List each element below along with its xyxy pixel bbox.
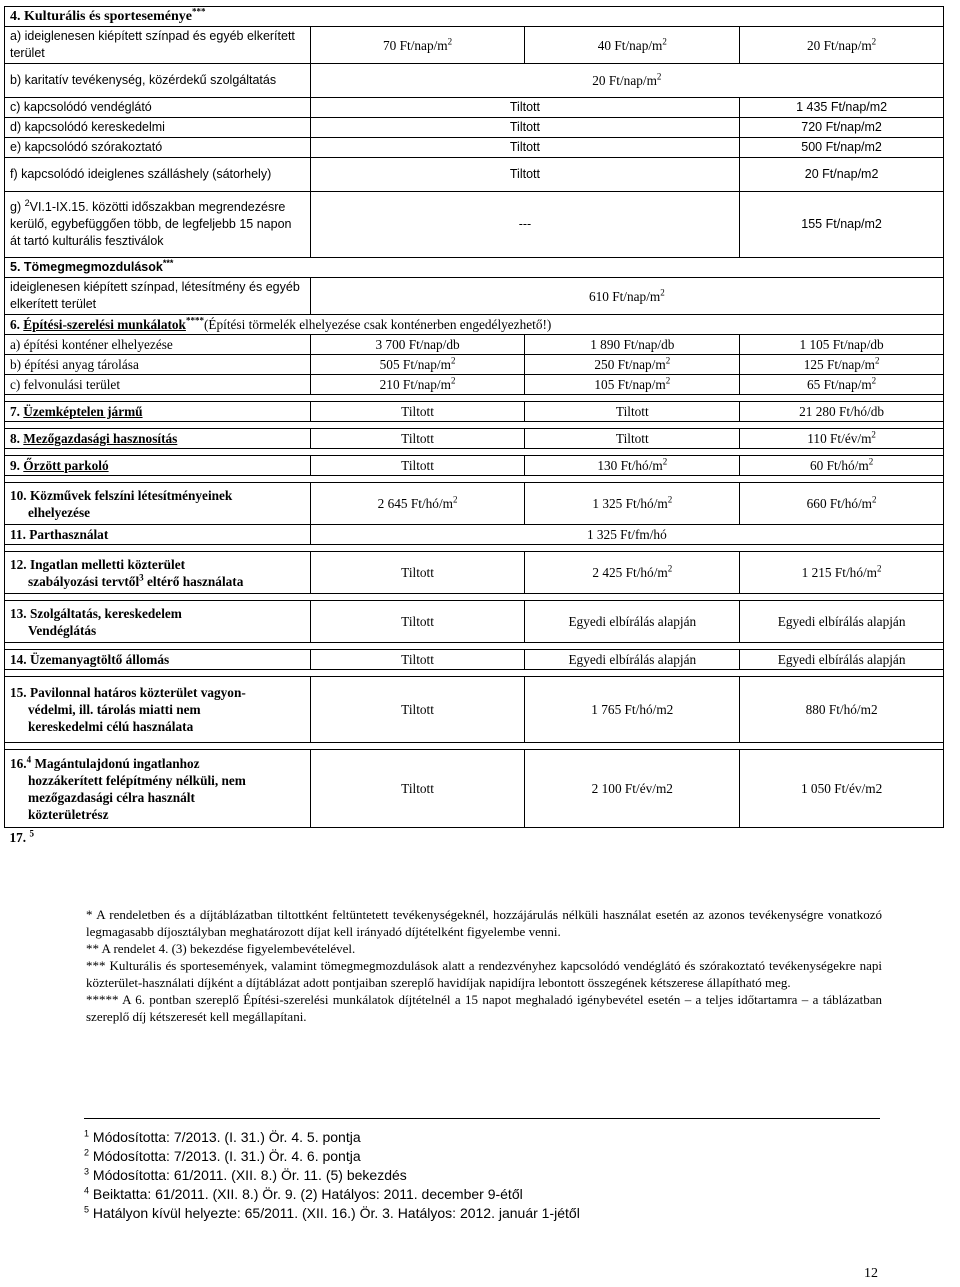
fee-cell: 65 $Ft/nap/m^2$ [740, 375, 944, 395]
footnote-separator [84, 1118, 880, 1119]
fee-cell: 2 645 $Ft/hó/m^2$ [310, 483, 525, 525]
table-row [5, 64, 944, 98]
fee-cell: 505 $Ft/nap/m^2$ [310, 355, 525, 375]
fee-cell: 1 325 $Ft/hó/m^2$ [525, 483, 740, 525]
fee-cell: Egyedi elbírálás alapján [525, 650, 740, 670]
note-paragraph: ***** A 6. pontban szereplő Építési-szerelési munkálatok díjtételnél a 15 napot meghaladó igénybevétel esetén – a teljes időtartamra – a táblázatban szereplő díj kétszeresét kell megállapítani. [86, 992, 882, 1024]
fee-cell: Tiltott [310, 429, 525, 449]
row-label: 9. Őrzött parkoló [5, 456, 311, 476]
row-label: 11. Parthasználat [5, 525, 311, 545]
footnote: $^1$ Módosította: 7/2013. (I. 31.) Ör. 4. 5. pontja [84, 1128, 361, 1145]
fee-cell: Tiltott [310, 158, 740, 192]
fee-cell: Tiltott [310, 98, 740, 118]
fee-cell: 155 Ft/nap/m2 [740, 192, 944, 258]
fee-cell: Tiltott [310, 650, 525, 670]
fee-cell: 60 $Ft/hó/m^2$ [740, 456, 944, 476]
spacer-row [5, 422, 944, 429]
row-label: b) építési anyag tárolása [5, 355, 311, 375]
spacer-row [5, 643, 944, 650]
row-label: 7. Üzemképtelen jármű [5, 402, 311, 422]
section-5-title: 5. Tömegmegmozdulások*** [5, 258, 944, 278]
section-4-header-row [5, 7, 944, 27]
fee-cell: Egyedi elbírálás alapján [525, 601, 740, 643]
fee-cell: 210 $Ft/nap/m^2$ [310, 375, 525, 395]
row-label: b) karitatív tevékenység, közérdekű szolgáltatás [5, 64, 311, 98]
fee-cell: Tiltott [310, 402, 525, 422]
spacer-row [5, 594, 944, 601]
fee-cell: 105 $Ft/nap/m^2$ [525, 375, 740, 395]
fee-cell: Egyedi elbírálás alapján [740, 650, 944, 670]
fee-cell: 2 425 $Ft/hó/m^2$ [525, 552, 740, 594]
fee-cell: 20 Ft/nap/m2 [740, 158, 944, 192]
fee-cell: 40 $Ft/nap/m^2$ [525, 27, 740, 64]
footnote: $^2$ Módosította: 7/2013. (I. 31.) Ör. 4. 6. pontja [84, 1147, 361, 1164]
table-row [5, 552, 944, 594]
table-row [5, 402, 944, 422]
fee-cell: Tiltott [310, 750, 525, 828]
row-label: 12. Ingatlan melletti közterület szabályozási tervtől$^3$ eltérő használata [5, 552, 311, 594]
fee-cell: 1 435 Ft/nap/m2 [740, 98, 944, 118]
fee-cell: 130 $Ft/hó/m^2$ [525, 456, 740, 476]
table-row [5, 429, 944, 449]
note-paragraph: ** A rendelet 4. (3) bekezdése figyelembevételével. [86, 941, 356, 956]
row-label: ideiglenesen kiépített színpad, létesítmény és egyéb elkerített terület [5, 278, 311, 315]
row-label: 16.$^4$ Magántulajdonú ingatlanhoz hozzákerített felépítmény nélküli, nem mezőgazdasági célra használt közterületrész [5, 750, 311, 828]
table-row [5, 650, 944, 670]
footnote: $^5$ Hatályon kívül helyezte: 65/2011. (XII. 16.) Ör. 3. Hatályos: 2012. január 1-jétől [84, 1204, 580, 1221]
spacer-row [5, 545, 944, 552]
table-row [5, 192, 944, 258]
fee-cell: Egyedi elbírálás alapján [740, 601, 944, 643]
table-row [5, 138, 944, 158]
fee-cell: 3 700 Ft/nap/db [310, 335, 525, 355]
table-row [5, 750, 944, 828]
row-label: e) kapcsolódó szórakoztató [5, 138, 311, 158]
fee-cell: 720 Ft/nap/m2 [740, 118, 944, 138]
footnote: $^4$ Beiktatta: 61/2011. (XII. 8.) Ör. 9. (2) Hatályos: 2011. december 9-étől [84, 1185, 523, 1202]
row-label: c) kapcsolódó vendéglátó [5, 98, 311, 118]
footnote: $^3$ Módosította: 61/2011. (XII. 8.) Ör. 11. (5) bekezdés [84, 1166, 407, 1183]
row-label: a) építési konténer elhelyezése [5, 335, 311, 355]
table-row [5, 278, 944, 315]
row-label: 13. Szolgáltatás, kereskedelem Vendéglátás [5, 601, 311, 643]
fee-cell: 20 $Ft/nap/m^2$ [310, 64, 943, 98]
fee-table [4, 6, 944, 848]
table-row [5, 456, 944, 476]
table-row [5, 27, 944, 64]
fee-cell: Tiltott [310, 601, 525, 643]
spacer-row [5, 395, 944, 402]
fee-cell: 20 $Ft/nap/m^2$ [740, 27, 944, 64]
row-label: f) kapcsolódó ideiglenes szálláshely (sátorhely) [5, 158, 311, 192]
row-label: 17. $^5$ [9, 828, 34, 846]
table-row [5, 98, 944, 118]
fee-cell: 110 $Ft/év/m^2$ [740, 429, 944, 449]
fee-cell: 125 $Ft/nap/m^2$ [740, 355, 944, 375]
spacer-row [5, 449, 944, 456]
fee-cell: Tiltott [310, 118, 740, 138]
fee-cell: 70 $Ft/nap/m^2$ [310, 27, 525, 64]
table-row [5, 828, 944, 848]
spacer-row [5, 670, 944, 677]
row-label: c) felvonulási terület [5, 375, 311, 395]
fee-cell: 1 215 $Ft/hó/m^2$ [740, 552, 944, 594]
fee-cell: Tiltott [310, 456, 525, 476]
row-label: 10. Közművek felszíni létesítményeinek elhelyezése [5, 483, 311, 525]
section-4-title: 4. Kulturális és sporteseménye*** [5, 7, 944, 27]
fee-cell: 250 $Ft/nap/m^2$ [525, 355, 740, 375]
table-row [5, 483, 944, 525]
spacer-row [5, 476, 944, 483]
row-label: a) ideiglenesen kiépített színpad és egyéb elkerített terület [5, 27, 311, 64]
table-row [5, 335, 944, 355]
fee-cell: 1 105 Ft/nap/db [740, 335, 944, 355]
fee-cell: 500 Ft/nap/m2 [740, 138, 944, 158]
section-5-header-row [5, 258, 944, 278]
fee-cell: --- [310, 192, 740, 258]
fee-cell: 1 050 Ft/év/m2 [740, 750, 944, 828]
footnotes [84, 1128, 880, 1223]
fee-cell: 1 890 Ft/nap/db [525, 335, 740, 355]
table-row [5, 375, 944, 395]
table-row [5, 525, 944, 545]
fee-cell: 21 280 Ft/hó/db [740, 402, 944, 422]
fee-cell: Tiltott [310, 138, 740, 158]
table-row [5, 601, 944, 643]
fee-cell: Tiltott [310, 677, 525, 743]
fee-cell: Tiltott [525, 402, 740, 422]
row-label: 8. Mezőgazdasági hasznosítás [5, 429, 311, 449]
table-row [5, 158, 944, 192]
fee-cell: 610 $Ft/nap/m^2$ [310, 278, 943, 315]
page-number: 12 [864, 1266, 878, 1281]
section-6-header-row [5, 315, 944, 335]
row-label: g) $^2$VI.1-IX.15. közötti időszakban megrendezésre kerülő, egybefüggően több, de legfeljebb 15 napon át tartó kulturális fesztiválok [5, 192, 311, 258]
table-row [5, 355, 944, 375]
row-label: 14. Üzemanyagtöltő állomás [5, 650, 311, 670]
fee-cell: Tiltott [525, 429, 740, 449]
fee-cell: 1 325 Ft/fm/hó [310, 525, 943, 545]
row-label: d) kapcsolódó kereskedelmi [5, 118, 311, 138]
fee-cell: Tiltott [310, 552, 525, 594]
note-paragraph: *** Kulturális és sportesemények, valamint tömegmegmozdulások alatt a rendezvényhez kapcsolódó vendéglátó és szórakoztató tevékenységekre napi közterület-használati díjként a díjtáblázat adott pontjaiban szereplő havidíjak napidíjra lebontott összegének kétszerese állapítható meg. [86, 958, 882, 990]
section-6-title: 6. Építési-szerelési munkálatok****(Építési törmelék elhelyezése csak konténerben engedélyezhető!) [5, 315, 944, 335]
table-row [5, 118, 944, 138]
fee-cell: 1 765 Ft/hó/m2 [525, 677, 740, 743]
row-label: 15. Pavilonnal határos közterület vagyon- védelmi, ill. tárolás miatti nem kereskedelmi célú használata [5, 677, 311, 743]
fee-cell: 660 $Ft/hó/m^2$ [740, 483, 944, 525]
spacer-row [5, 743, 944, 750]
table-row [5, 677, 944, 743]
asterisk-notes [86, 906, 882, 1025]
fee-cell: 2 100 Ft/év/m2 [525, 750, 740, 828]
note-paragraph: * A rendeletben és a díjtáblázatban tiltottként feltüntetett tevékenységeknél, hozzájárulás nélküli használat esetén az azonos tevékenységre vonatkozó legmagasabb díjosztályban meghatározott díjat kell irányadó díjtételként figyelembe venni. [86, 907, 882, 939]
fee-cell: 880 Ft/hó/m2 [740, 677, 944, 743]
